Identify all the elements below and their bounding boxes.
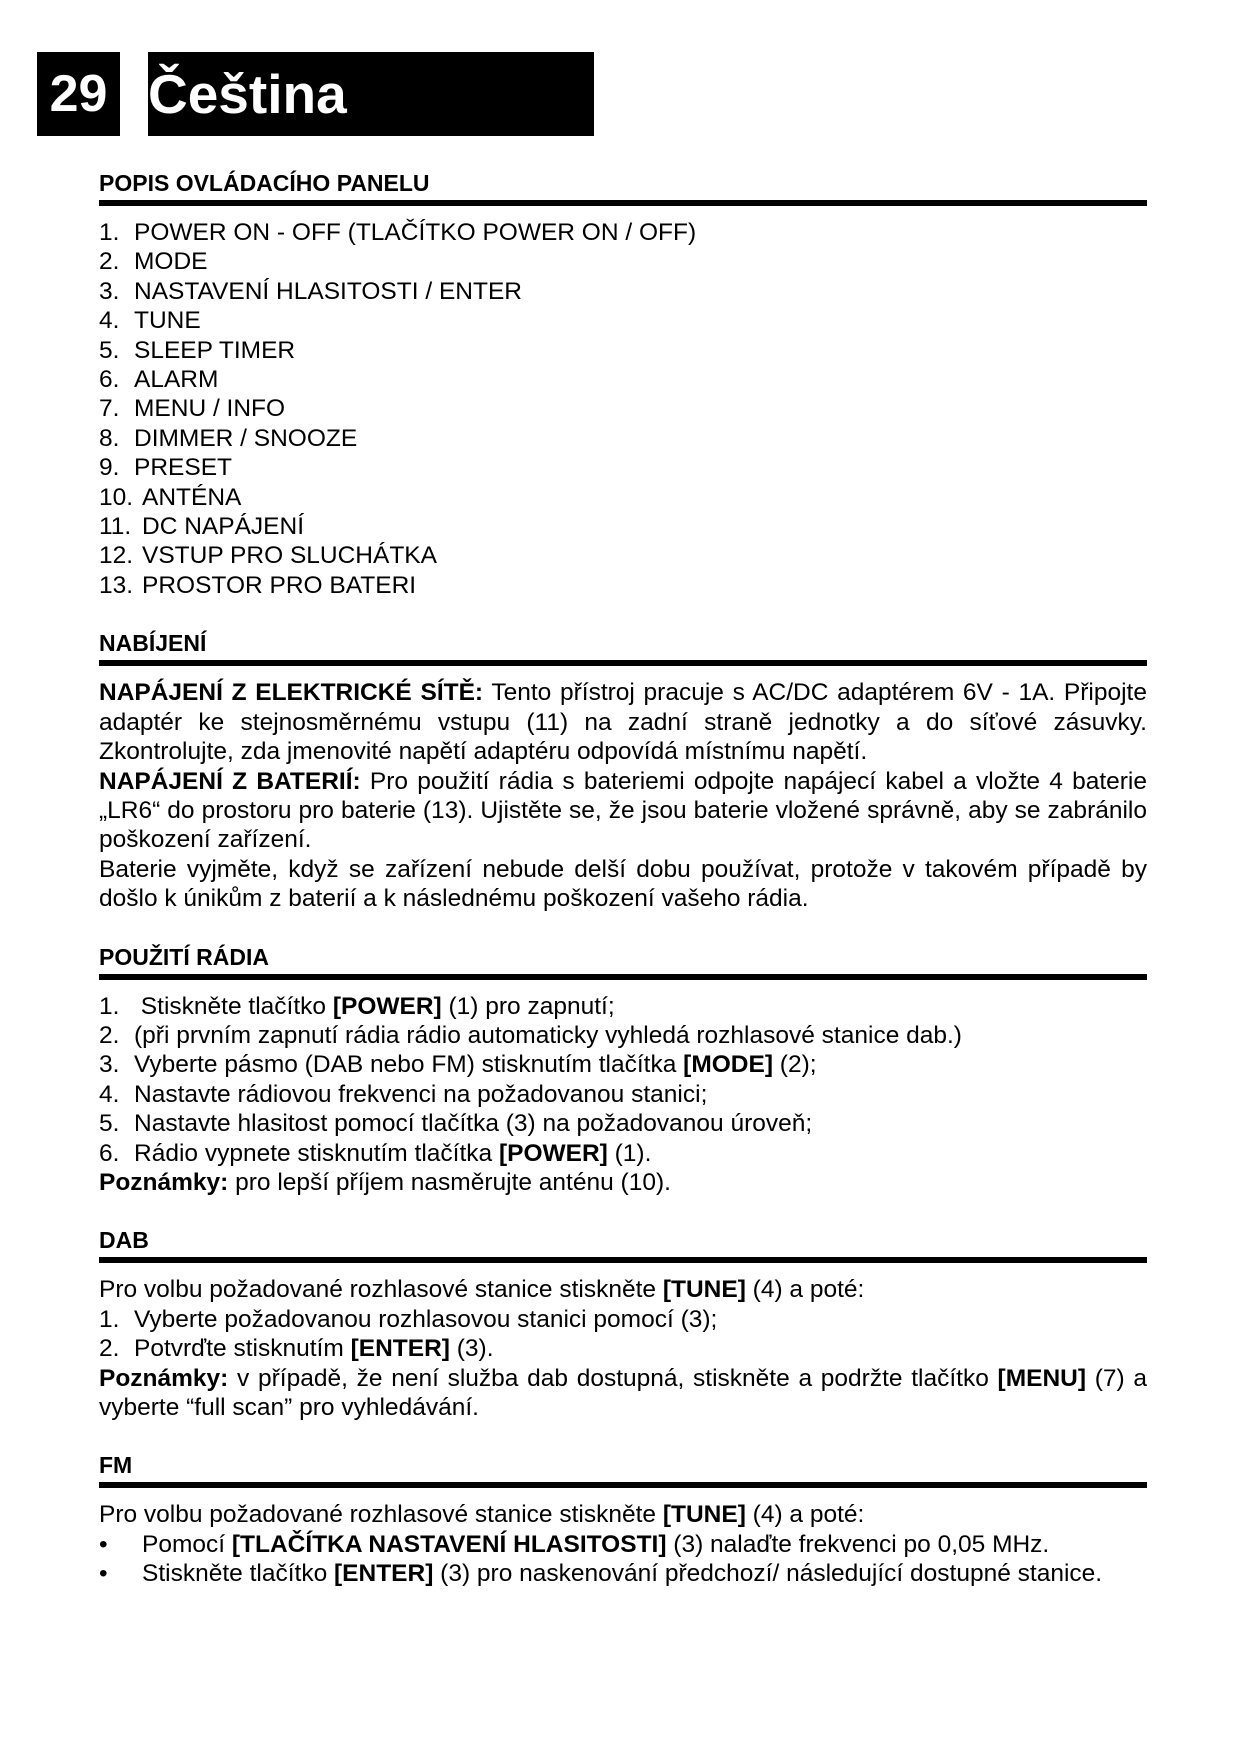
- item-number: 5.: [99, 336, 120, 364]
- intro-text: Pro volbu požadované rozhlasové stanice stiskněte: [99, 1501, 663, 1529]
- step-number: 5.: [99, 1110, 120, 1138]
- step-text: Potvrďte stisknutím: [134, 1335, 351, 1363]
- list-item: [99, 1559, 1147, 1588]
- mains-paragraph: [99, 678, 1147, 766]
- list-item: [99, 1021, 1147, 1050]
- bullet-key: [TLAČÍTKA NASTAVENÍ HLASITOSTI]: [231, 1530, 667, 1558]
- item-label: NASTAVENÍ HLASITOSTI / ENTER: [134, 277, 522, 305]
- charging-heading: NABÍJENÍ: [99, 628, 1147, 666]
- item-label: DIMMER / SNOOZE: [134, 424, 358, 452]
- step-number: 2.: [99, 1335, 120, 1363]
- bullet-text: Pomocí: [142, 1530, 232, 1558]
- step-number: 1.: [99, 992, 120, 1020]
- list-item: [99, 365, 1147, 394]
- bullet-key: [ENTER]: [334, 1560, 434, 1588]
- item-number: 7.: [99, 395, 120, 423]
- control-panel-section: [99, 168, 1147, 600]
- step-number: 6.: [99, 1139, 120, 1167]
- mains-text: Tento přístroj pracuje s AC/DC adaptérem 6V - 1A. Připojte adaptér ke stejnosměrnému vstupu (11) na zadní straně jednotky a do síťové zásuvky. Zkontrolujte, zda jmenovité napětí adaptéru odpovídá místnímu napětí.: [99, 679, 1147, 766]
- battery-text: Pro použití rádia s bateriemi odpojte napájecí kabel a vložte 4 baterie „LR6“ do prostoru pro baterie (13). Ujistěte se, že jsou baterie vložené správně, aby se zabránilo poškození zařízení.: [99, 767, 1148, 854]
- step-number: 2.: [99, 1021, 120, 1049]
- radio-use-section: [99, 942, 1147, 1198]
- item-label: ALARM: [134, 366, 219, 394]
- control-panel-heading: POPIS OVLÁDACÍHO PANELU: [99, 168, 1147, 206]
- item-number: 4.: [99, 307, 120, 335]
- step-number: 1.: [99, 1305, 120, 1333]
- note-text-end: (7) a vyberte “full scan” pro vyhledávání.: [99, 1364, 1147, 1421]
- list-item: [99, 1530, 1147, 1559]
- dab-note: [99, 1364, 1147, 1423]
- note-label: Poznámky:: [99, 1364, 229, 1392]
- intro-key: [TUNE]: [662, 1276, 746, 1304]
- note-text: v případě, že není služba dab dostupná, stiskněte a podržte tlačítko: [228, 1364, 998, 1392]
- item-number: 2.: [99, 248, 120, 276]
- list-item: [99, 1139, 1147, 1168]
- step-text: Nastavte hlasitost pomocí tlačítka (3) na požadovanou úroveň;: [134, 1110, 813, 1138]
- note-key: [MENU]: [997, 1364, 1086, 1392]
- item-label: PROSTOR PRO BATERI: [142, 571, 417, 599]
- bullet-text: Stiskněte tlačítko: [142, 1560, 335, 1588]
- dab-steps: [99, 1305, 1147, 1364]
- item-number: 10.: [99, 483, 134, 511]
- item-label: ANTÉNA: [142, 483, 242, 511]
- radio-use-steps: [99, 992, 1147, 1168]
- dab-heading: DAB: [99, 1225, 1147, 1263]
- intro-text-end: (4) a poté:: [745, 1501, 865, 1529]
- list-item: [99, 1334, 1147, 1363]
- item-number: 6.: [99, 366, 120, 394]
- list-item: [99, 394, 1147, 423]
- step-text-end: (1) pro zapnutí;: [441, 992, 615, 1020]
- item-label: VSTUP PRO SLUCHÁTKA: [142, 542, 437, 570]
- item-number: 3.: [99, 277, 120, 305]
- step-text: (při prvním zapnutí rádia rádio automaticky vyhledá rozhlasové stanice dab.): [134, 1021, 962, 1049]
- list-item: [99, 512, 1147, 541]
- list-item: [99, 483, 1147, 512]
- battery-warning: Baterie vyjměte, když se zařízení nebude delší dobu používat, protože v takovém případě by došlo k únikům z baterií a k následnému poškození vašeho rádia.: [99, 855, 1147, 913]
- battery-paragraph: [99, 767, 1147, 855]
- item-label: MENU / INFO: [134, 395, 286, 423]
- item-label: POWER ON - OFF (TLAČÍTKO POWER ON / OFF): [134, 219, 697, 246]
- list-item: [99, 336, 1147, 365]
- step-text: Stiskněte tlačítko: [134, 992, 333, 1020]
- bullet-icon: •: [99, 1530, 108, 1558]
- list-item: [99, 218, 1147, 247]
- fm-bullets: [99, 1530, 1147, 1589]
- step-text: Rádio vypnete stisknutím tlačítka: [134, 1139, 499, 1167]
- item-number: 12.: [99, 542, 134, 570]
- control-panel-list: [99, 218, 1147, 600]
- list-item: [99, 541, 1147, 570]
- item-number: 11.: [99, 513, 132, 541]
- step-number: 4.: [99, 1080, 120, 1108]
- step-number: 3.: [99, 1051, 120, 1079]
- list-item: [99, 571, 1147, 600]
- radio-use-note: [99, 1168, 1147, 1197]
- item-number: 1.: [99, 219, 120, 246]
- item-label: DC NAPÁJENÍ: [142, 513, 305, 541]
- step-text-end: (2);: [773, 1051, 817, 1079]
- step-text: Nastavte rádiovou frekvenci na požadovanou stanici;: [134, 1080, 708, 1108]
- battery-label: NAPÁJENÍ Z BATERIÍ:: [99, 767, 361, 795]
- list-item: [99, 1305, 1147, 1334]
- step-key: [ENTER]: [350, 1335, 450, 1363]
- bullet-text-end: (3) nalaďte frekvenci po 0,05 MHz.: [666, 1530, 1050, 1558]
- list-item: [99, 247, 1147, 276]
- radio-use-heading: POUŽITÍ RÁDIA: [99, 942, 1147, 980]
- intro-key: [TUNE]: [662, 1501, 746, 1529]
- step-text-end: (3).: [449, 1335, 494, 1363]
- bullet-icon: •: [99, 1560, 108, 1588]
- step-text-end: (1).: [607, 1139, 652, 1167]
- list-item: [99, 277, 1147, 306]
- document-body: [99, 168, 1147, 1617]
- list-item: [99, 306, 1147, 335]
- note-text: pro lepší příjem nasměrujte anténu (10).: [228, 1168, 671, 1196]
- item-number: 13.: [99, 571, 134, 599]
- dab-intro: [99, 1275, 1147, 1304]
- item-number: 8.: [99, 424, 120, 452]
- language-title: Čeština: [148, 52, 594, 136]
- item-number: 9.: [99, 454, 120, 482]
- item-label: TUNE: [134, 307, 201, 335]
- step-text: Vyberte pásmo (DAB nebo FM) stisknutím tlačítka: [134, 1051, 684, 1079]
- step-text: Vyberte požadovanou rozhlasovou stanici pomocí (3);: [134, 1305, 718, 1333]
- list-item: [99, 992, 1147, 1021]
- item-label: SLEEP TIMER: [134, 336, 296, 364]
- dab-section: [99, 1225, 1147, 1422]
- item-label: MODE: [134, 248, 208, 276]
- step-key: [POWER]: [498, 1139, 608, 1167]
- list-item: [99, 1109, 1147, 1138]
- intro-text: Pro volbu požadované rozhlasové stanice stiskněte: [99, 1276, 663, 1304]
- step-key: [POWER]: [332, 992, 442, 1020]
- charging-section: [99, 628, 1147, 913]
- item-label: PRESET: [134, 454, 233, 482]
- fm-heading: FM: [99, 1450, 1147, 1488]
- fm-intro: [99, 1500, 1147, 1529]
- list-item: [99, 424, 1147, 453]
- note-label: Poznámky:: [99, 1168, 229, 1196]
- list-item: [99, 453, 1147, 482]
- list-item: [99, 1080, 1147, 1109]
- step-key: [MODE]: [683, 1051, 773, 1079]
- intro-text-end: (4) a poté:: [745, 1276, 865, 1304]
- page-number: 29: [37, 52, 120, 136]
- fm-section: [99, 1450, 1147, 1588]
- list-item: [99, 1050, 1147, 1079]
- bullet-text-end: (3) pro naskenování předchozí/ následující dostupné stanice.: [433, 1560, 1103, 1588]
- mains-label: NAPÁJENÍ Z ELEKTRICKÉ SÍTĚ:: [99, 679, 484, 707]
